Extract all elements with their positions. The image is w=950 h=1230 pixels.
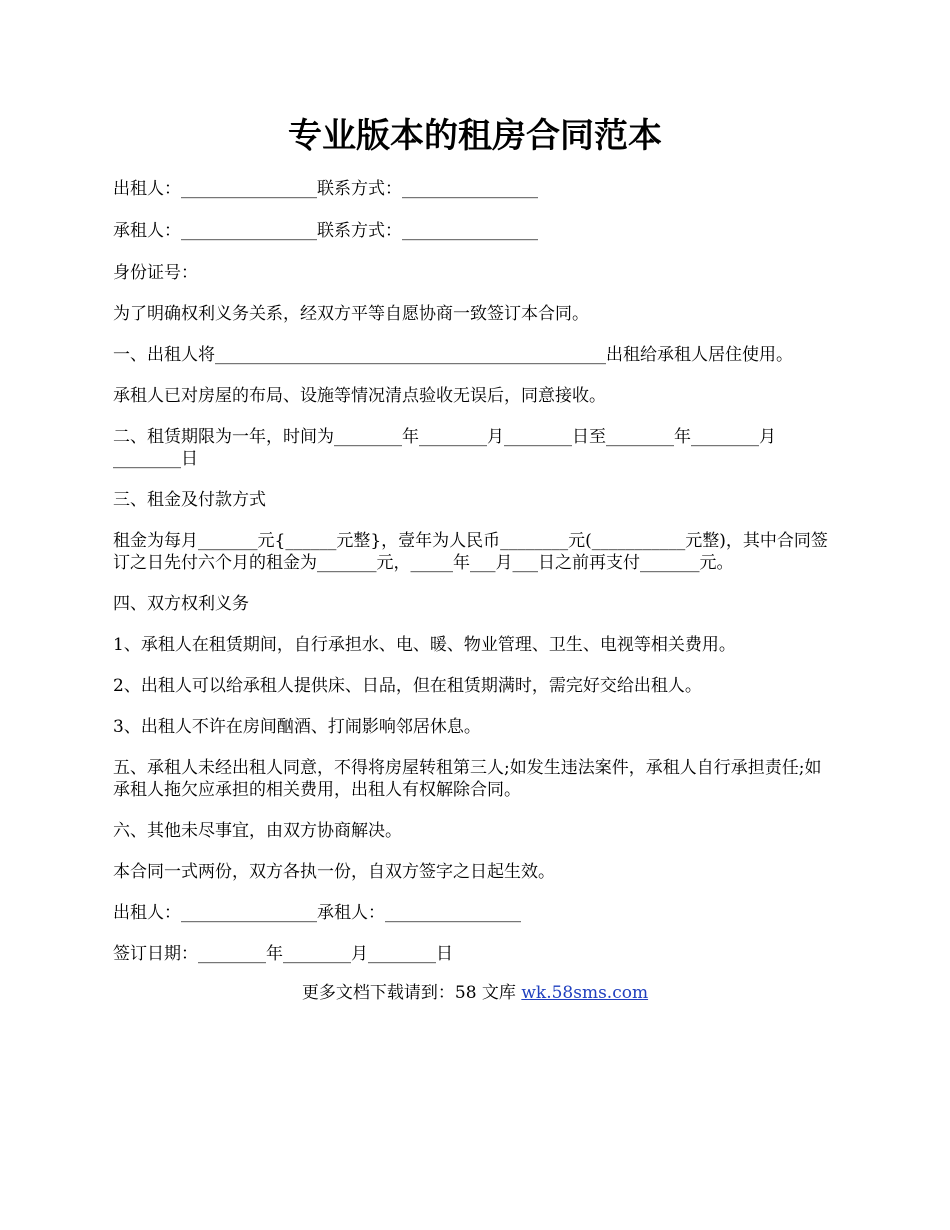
intro-paragraph: 为了明确权利义务关系，经双方平等自愿协商一致签订本合同。 [113, 304, 589, 324]
footer-link[interactable]: wk.58sms.com [521, 983, 649, 1003]
acceptance-paragraph: 承租人已对房屋的布局、设施等情况清点验收无误后，同意接收。 [113, 386, 606, 406]
id-number-line: 身份证号： [113, 263, 198, 283]
rent-payment-paragraph: 租金为每月_______元{______元整}，壹年为人民币________元(___________元整)，其中合同签订之日先付六个月的租金为_______元，_____年___月___日之前再支付_______元。 [113, 531, 828, 573]
effectiveness-paragraph: 本合同一式两份，双方各执一份，自双方签字之日起生效。 [113, 862, 555, 882]
obligation-2: 2、出租人可以给承租人提供床、日品，但在租赁期满时，需完好交给出租人。 [113, 676, 702, 696]
clause-3-heading: 三、租金及付款方式 [113, 490, 266, 510]
clause-4-heading: 四、双方权利义务 [113, 594, 249, 614]
obligation-3: 3、出租人不许在房间酗酒、打闹影响邻居休息。 [113, 717, 481, 737]
tenant-line: 承租人：________________联系方式：________________ [113, 221, 538, 241]
download-footer [0, 982, 950, 1004]
clause-2-lease-term: 二、租赁期限为一年，时间为________年________月________日至________年________月________日 [113, 427, 776, 469]
clause-1: 一、出租人将______________________________________________出租给承租人居住使用。 [113, 345, 793, 365]
footer-text: 更多文档下载请到：58 文库 [301, 983, 522, 1003]
clause-5: 五、承租人未经出租人同意，不得将房屋转租第三人;如发生违法案件，承租人自行承担责任;如承租人拖欠应承担的相关费用，出租人有权解除合同。 [113, 758, 822, 800]
contract-body [113, 178, 838, 965]
signature-line: 出租人：________________承租人：________________ [113, 903, 521, 923]
clause-6: 六、其他未尽事宜，由双方协商解决。 [113, 821, 402, 841]
document-title: 专业版本的租房合同范本 [288, 116, 662, 156]
signing-date-line: 签订日期：________年________月________日 [113, 944, 453, 964]
landlord-line: 出租人：________________联系方式：________________ [113, 179, 538, 199]
obligation-1: 1、承租人在租赁期间，自行承担水、电、暖、物业管理、卫生、电视等相关费用。 [113, 635, 736, 655]
